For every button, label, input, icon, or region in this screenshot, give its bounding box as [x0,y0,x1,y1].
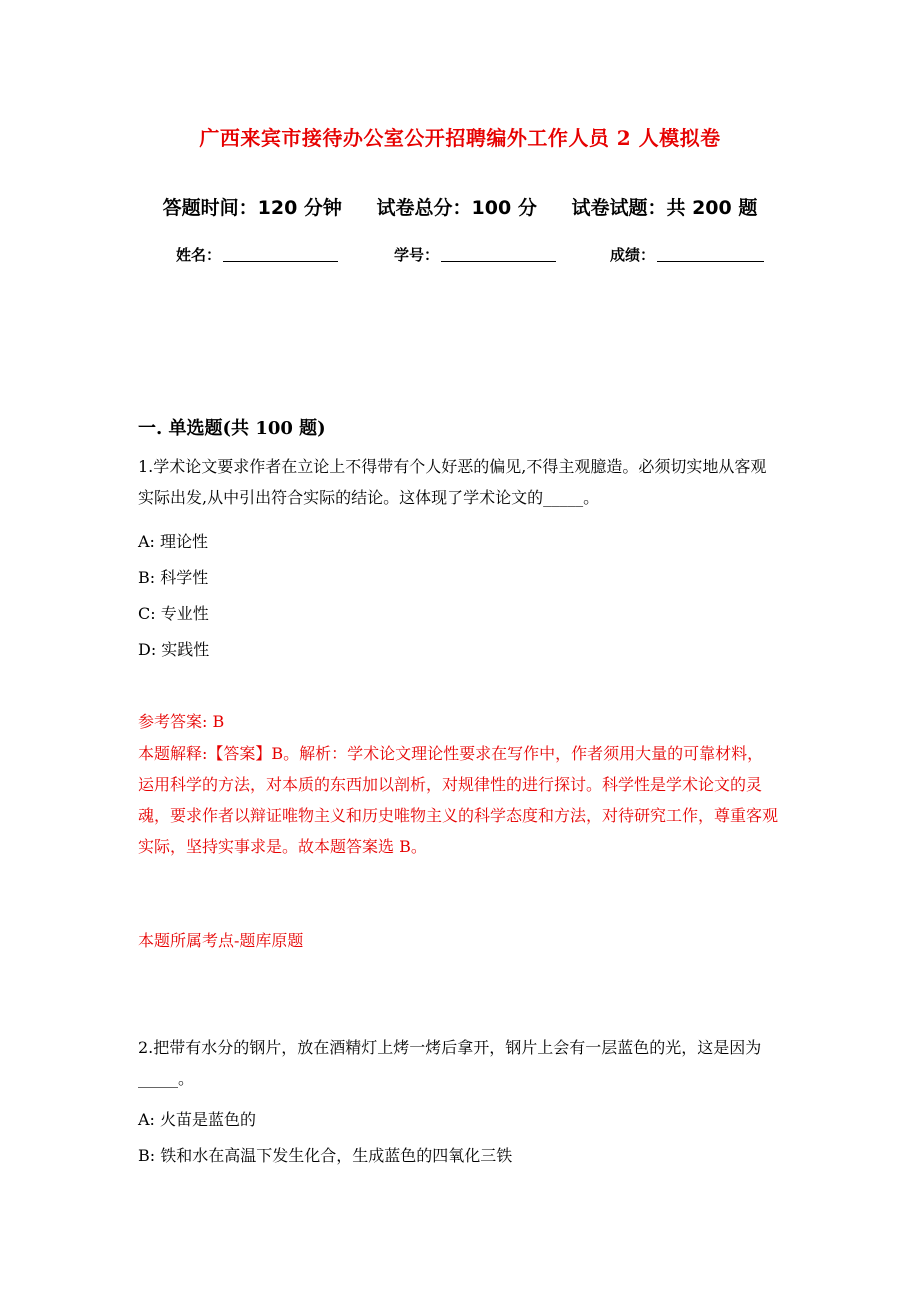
student-id-field [394,244,556,265]
option-b: B: 铁和水在高温下发生化合，生成蓝色的四氧化三铁 [138,1146,513,1165]
exam-meta [0,193,920,220]
explanation: 本题解释:【答案】B。解析：学术论文理论性要求在写作中，作者须用大量的可靠材料，运用科学的方法，对本质的东西加以剖析，对规律性的进行探讨。科学性是学术论文的灵魂，要求作者以辩证唯物主义和历史唯物主义的科学态度和方法，对待研究工作，尊重客观实际，坚持实事求是。故本题答案选 B。 [138,744,779,856]
question-text: 1.学术论文要求作者在立论上不得带有个人好恶的偏见,不得主观臆造。必须切实地从客观实际出发,从中引出符合实际的结论。这体现了学术论文的_____。 [138,457,767,507]
exam-time: 答题时间：120 分钟 [162,197,342,219]
name-blank [223,247,338,262]
score-blank [657,247,764,262]
option-c: C: 专业性 [138,604,209,623]
exam-question-count: 试卷试题：共 200 题 [571,197,758,219]
name-field [176,244,338,265]
name-label: 姓名： [176,246,222,264]
score-label: 成绩： [610,246,656,264]
document-title: 广西来宾市接待办公室公开招聘编外工作人员 2 人模拟卷 [199,126,721,150]
option-d: D: 实践性 [138,640,210,659]
score-field [610,244,764,265]
option-a: A: 火苗是蓝色的 [138,1110,257,1129]
answer-label: 参考答案: B [138,712,225,731]
student-id-blank [441,247,556,262]
option-a: A: 理论性 [138,532,209,551]
topic-label: 本题所属考点-题库原题 [138,931,304,950]
exam-total-score: 试卷总分：100 分 [376,197,537,219]
student-id-label: 学号： [394,246,440,264]
question-text: 2.把带有水分的钢片，放在酒精灯上烤一烤后拿开，钢片上会有一层蓝色的光，这是因为_____。 [138,1038,762,1088]
option-b: B: 科学性 [138,568,209,587]
section-title: 一. 单选题(共 100 题) [138,418,326,439]
